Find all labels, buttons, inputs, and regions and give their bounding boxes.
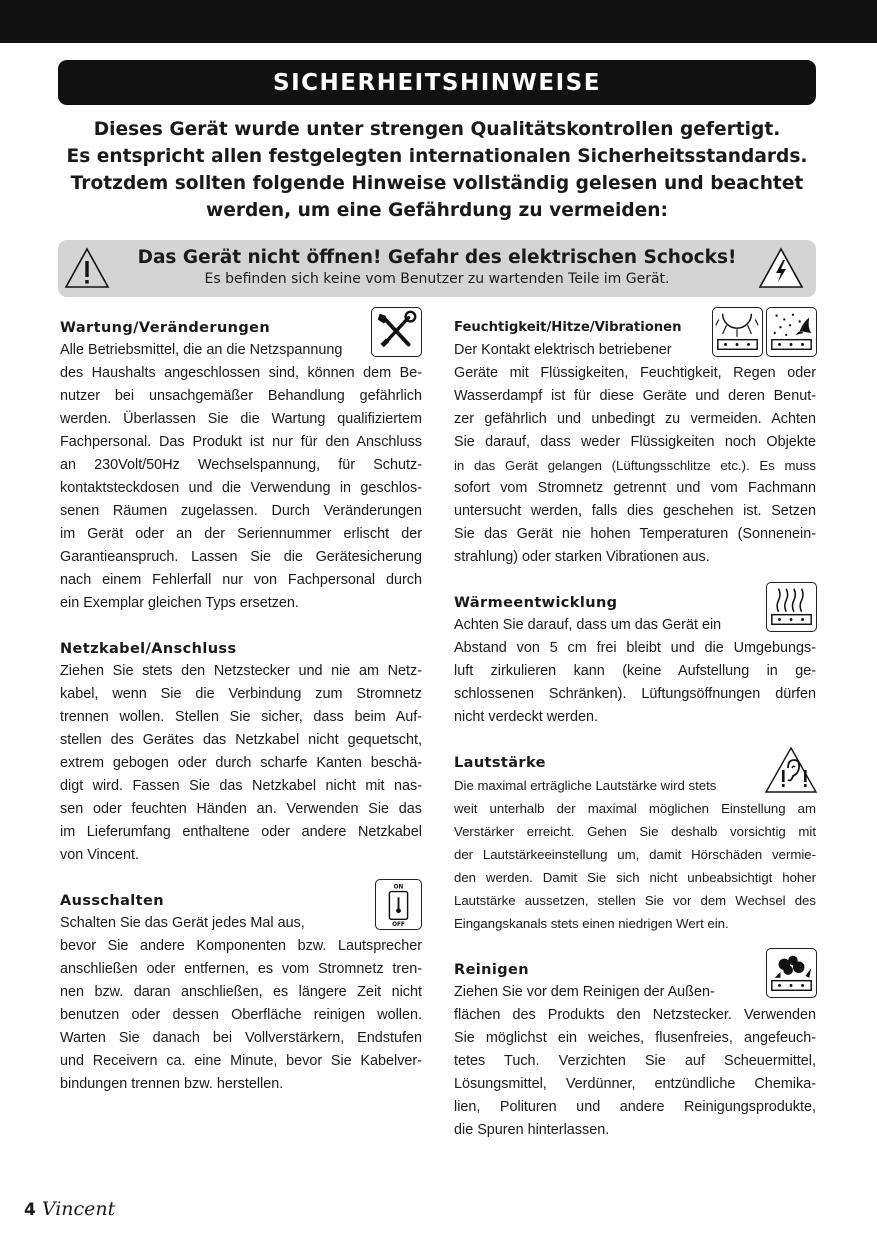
section-heading: Feuchtigkeit/Hitze/Vibrationen — [454, 320, 682, 335]
text-line: luft zirkulieren kann (keine Aufstellung in ge- — [454, 663, 816, 679]
text-line: kabel, wenn Sie die Verbindung zum Stromnetz — [60, 686, 422, 702]
shock-warning-banner — [58, 240, 816, 297]
section-waerme — [454, 592, 816, 729]
text-line: Ziehen Sie stets den Netzstecker und nie am Netz- — [60, 663, 422, 679]
warning-subtitle: Es befinden sich keine vom Benutzer zu wartenden Teile im Gerät. — [204, 271, 670, 287]
text-line: nach einem Fehlerfall nur von Fachpersonal durch — [60, 572, 422, 588]
section-heading: Wärmeentwicklung — [454, 595, 618, 611]
top-black-bar — [0, 0, 877, 43]
page-footer — [24, 1198, 115, 1228]
water-splash-icon — [766, 307, 817, 357]
text-line: Lautstärke aussetzen, stellen Sie vor dem Wechsel des — [454, 893, 816, 908]
text-line: ein Exemplar gleichen Typs ersetzen. — [60, 595, 299, 611]
text-line: an 230Volt/50Hz Wechselspannung, für Schutz- — [60, 457, 422, 473]
switch-off-label: OFF — [392, 922, 405, 929]
page-number: 4 — [24, 1200, 36, 1220]
text-line: stellen des Gerätes das Netzkabel nicht gequetscht, — [60, 732, 422, 748]
section-reinigen — [454, 959, 816, 1142]
intro-line: Es entspricht allen festgelegten internationalen Sicherheitsstandards. — [66, 146, 808, 167]
intro-line: Dieses Gerät wurde unter strengen Qualitätskontrollen gefertigt. — [93, 119, 781, 140]
warning-title: Das Gerät nicht öffnen! Gefahr des elektrischen Schocks! — [137, 247, 737, 268]
text-line: sen oder feuchten Händen an. Verwenden Sie das — [60, 801, 422, 817]
brand-logo: Vincent — [41, 1198, 116, 1220]
text-line: Die maximal erträgliche Lautstärke wird stets — [454, 778, 717, 793]
text-line: untersucht werden, falls dies geschehen ist. Setzen — [454, 503, 816, 519]
text-line: Sie möglichst ein weiches, flusenfreies, angefeuch- — [454, 1030, 816, 1046]
text-line: und Receivern ca. eine Minute, bevor Sie Kabelver- — [60, 1053, 422, 1069]
section-netzkabel — [60, 638, 422, 867]
text-line: nutzer bei unsachgemäßer Behandlung gefährlich — [60, 388, 422, 404]
power-switch-icon — [375, 879, 422, 930]
text-line: Achten Sie darauf, dass um das Gerät ein — [454, 617, 722, 633]
tools-icon — [371, 307, 422, 357]
text-line: werden. Überlassen Sie die Wartung qualifiziertem — [60, 411, 422, 427]
text-line: in das Gerät gelangen (Lüftungsschlitze etc.). Es muss — [454, 458, 816, 473]
text-line: Abstand von 5 cm frei bleibt und die Umgebungs- — [454, 640, 816, 656]
text-line: benutzen oder dessen Oberfläche reinigen wollen. — [60, 1007, 422, 1023]
section-heading: Wartung/Veränderungen — [60, 320, 271, 336]
lightning-triangle-icon — [758, 246, 804, 290]
text-line: bevor Sie andere Komponenten bzw. Lautsprecher — [60, 938, 422, 954]
text-line: extrem gebogen oder durch scharfe Kanten beschä- — [60, 755, 422, 771]
text-line: den werden. Damit Sie sich nicht unbeabsichtigt hoher — [454, 870, 816, 885]
text-line: Fachpersonal. Das Produkt ist nur für den Anschluss — [60, 434, 422, 450]
text-line: sofort vom Stromnetz getrennt und vom Fachmann — [454, 480, 816, 496]
section-heading: Reinigen — [454, 962, 529, 978]
text-line: Ziehen Sie vor dem Reinigen der Außen- — [454, 984, 715, 1000]
text-line: anschließen oder entfernen, es vom Stromnetz tren- — [60, 961, 422, 977]
text-line: Wasserdampf ist für diese Geräte und deren Benut- — [454, 388, 816, 404]
text-line: tetes Tuch. Verzichten Sie auf Scheuermittel, — [454, 1053, 816, 1069]
text-line: Der Kontakt elektrisch betriebener — [454, 342, 672, 358]
text-line: nen bzw. daran anschließen, es längere Zeit nicht — [60, 984, 422, 1000]
text-line: im Lieferumfang enthaltene oder andere Netzkabel — [60, 824, 422, 840]
text-line: der Lautstärkeeinstellung um, damit Hörschäden vermie- — [454, 847, 816, 862]
sun-heat-icon — [712, 307, 763, 357]
text-line: trennen wollen. Stellen Sie sicher, dass beim Auf- — [60, 709, 422, 725]
text-line: Sie das Gerät nie hohen Temperaturen (Sonnenein- — [454, 526, 816, 542]
text-line: Warten Sie danach bei Vollverstärkern, Endstufen — [60, 1030, 422, 1046]
section-lautstaerke — [454, 752, 816, 935]
section-heading: Lautstärke — [454, 755, 546, 771]
text-line: digt wird. Fassen Sie das Netzkabel nicht mit nas- — [60, 778, 422, 794]
text-line: Alle Betriebsmittel, die an die Netzspannung — [60, 342, 343, 358]
section-heading: Netzkabel/Anschluss — [60, 641, 237, 657]
text-line: strahlung) oder starken Vibrationen aus. — [454, 549, 710, 565]
text-line: lien, Polituren und andere Reinigungsprodukte, — [454, 1099, 816, 1115]
text-line: zer gefährlich und unbedingt zu vermeiden. Achten — [454, 411, 816, 427]
text-line: Eingangskanals stets einen niedrigen Wert ein. — [454, 916, 729, 931]
intro-text — [58, 116, 816, 224]
text-line: bindungen trennen bzw. herstellen. — [60, 1076, 284, 1092]
text-line: weit unterhalb der maximal möglichen Einstellung am — [454, 801, 816, 816]
text-line: flächen des Produkts den Netzstecker. Verwenden — [454, 1007, 816, 1023]
heat-vent-icon — [766, 582, 817, 632]
section-wartung — [60, 317, 422, 615]
cleaning-chemicals-icon — [766, 948, 817, 998]
text-line: Schalten Sie das Gerät jedes Mal aus, — [60, 915, 305, 931]
hearing-warning-icon — [764, 746, 818, 794]
section-heading: Ausschalten — [60, 893, 164, 909]
intro-line: werden, um eine Gefährdung zu vermeiden: — [206, 200, 668, 221]
text-line: des Haushalts angeschlossen sind, können dem Be- — [60, 365, 422, 381]
section-ausschalten — [60, 890, 422, 1096]
intro-line: Trotzdem sollten folgende Hinweise vollständig gelesen und beachtet — [70, 173, 804, 194]
text-line: die Spuren hinterlassen. — [454, 1122, 610, 1138]
text-line: Sie darauf, dass weder Flüssigkeiten noch Objekte — [454, 434, 816, 450]
text-line: Verstärker erreicht. Gehen Sie deshalb vorsichtig mit — [454, 824, 816, 839]
text-line: von Vincent. — [60, 847, 139, 863]
text-line: nicht verdeckt werden. — [454, 709, 598, 725]
text-line: Geräte mit Flüssigkeiten, Feuchtigkeit, Regen oder — [454, 365, 816, 381]
text-line: schlossenen Schränken). Lüftungsöffnungen dürfen — [454, 686, 816, 702]
text-line: kontaktsteckdosen und die Verwendung in geschlos- — [60, 480, 422, 496]
text-line: senen Räumen zugelassen. Durch Veränderungen — [60, 503, 422, 519]
page-title: SICHERHEITSHINWEISE — [58, 60, 816, 105]
switch-on-label: ON — [393, 884, 404, 891]
text-line: im Gerät oder an der Seriennummer erlischt der — [60, 526, 422, 542]
text-line: Garantieanspruch. Lassen Sie die Gerätesicherung — [60, 549, 422, 565]
text-line: Lösungsmittel, Verdünner, entzündliche Chemika- — [454, 1076, 816, 1092]
